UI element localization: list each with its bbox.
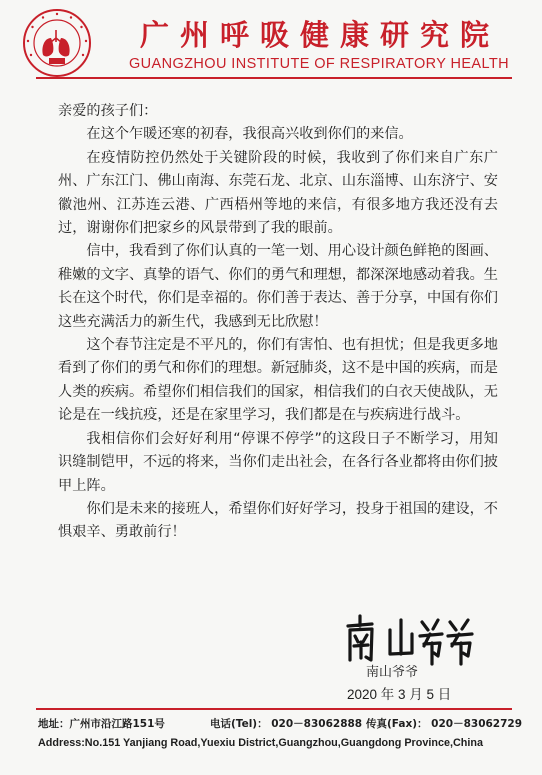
paragraph-4: 这个春节注定是不平凡的，你们有害怕、也有担忧；但是我更多地看到了你们的勇气和你们的理想。新冠肺炎，这不是中国的疾病，而是人类的疾病。希望你们相信我们的国家，相信我们的白衣天使战队，无论是在一线抗疫，还是在家里学习，我们都是在与疾病进行战斗。 bbox=[58, 337, 498, 424]
salutation: 亲爱的孩子们： bbox=[58, 103, 158, 119]
paragraph-6: 你们是未来的接班人，希望你们好好学习，投身于祖国的建设，不惧艰辛、勇敢前行！ bbox=[58, 500, 498, 541]
footer-fax: 传真(Fax)： 020－83062729 bbox=[366, 718, 523, 730]
footer-address-en: Address:No.151 Yanjiang Road,Yuexiu District,Guangzhou,Guangdong Province,China bbox=[38, 737, 483, 749]
footer bbox=[38, 716, 523, 749]
paragraph-1: 在这个乍暖还寒的初春，我很高兴收到你们的来信。 bbox=[86, 126, 413, 143]
letter-date: 2020 年 3 月 5 日 bbox=[347, 687, 452, 702]
header-divider bbox=[36, 77, 512, 79]
footer-phone: 电话(Tel)： 020－83062888 bbox=[210, 718, 363, 730]
footer-address-cn: 地址：广州市沿江路151号 bbox=[38, 718, 165, 730]
signature-name: 南山爷爷 bbox=[366, 665, 419, 680]
letter-body bbox=[58, 100, 498, 545]
institute-name-cn: 广州呼吸健康研究院 bbox=[140, 18, 501, 52]
institute-name-en: GUANGZHOU INSTITUTE OF RESPIRATORY HEALTH bbox=[128, 56, 510, 72]
handwritten-signature bbox=[342, 612, 482, 668]
institute-seal-logo bbox=[22, 8, 92, 78]
paragraph-3: 信中，我看到了你们认真的一笔一划、用心设计颜色鲜艳的图画、稚嫩的文字、真挚的语气、你们的勇气和理想，都深深地感动着我。生长在这个时代，你们是幸福的。你们善于表达、善于分享，中国有你们这些充满活力的新生代，我感到无比欣慰！ bbox=[58, 243, 498, 330]
footer-divider bbox=[36, 708, 512, 710]
paragraph-2: 在疫情防控仍然处于关键阶段的时候，我收到了你们来自广东广州、广东江门、佛山南海、东莞石龙、北京、山东淄博、山东济宁、安徽池州、江苏连云港、广西梧州等地的来信，有很多地方我还没有去过，谢谢你们把家乡的风景带到了我的眼前。 bbox=[58, 149, 498, 237]
paragraph-5: 我相信你们会好好利用“停课不停学”的这段日子不断学习，用知识缝制铠甲，不远的将来，当你们走出社会，在各行各业都将由你们披甲上阵。 bbox=[58, 430, 498, 494]
